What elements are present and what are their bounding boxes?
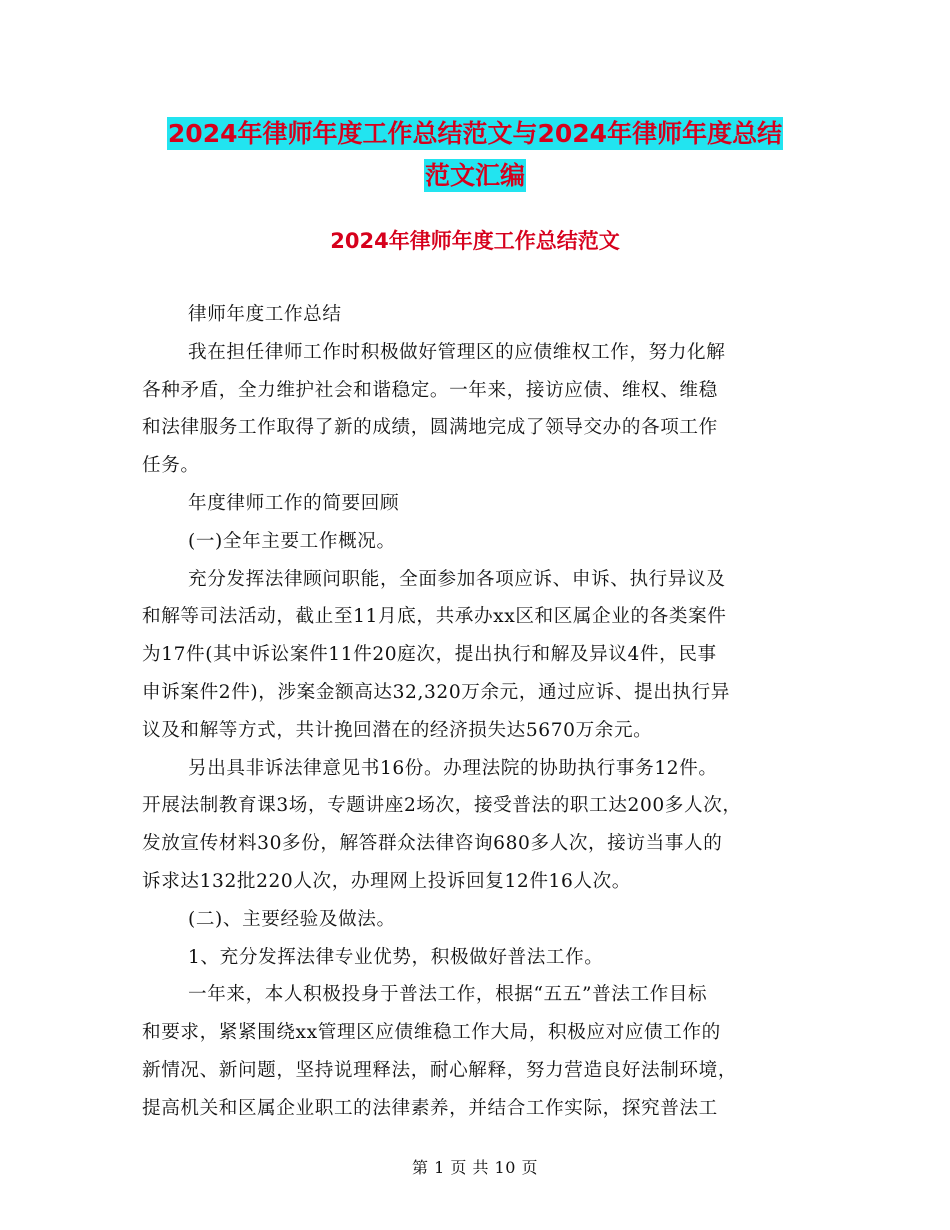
paragraph: 一年来，本人积极投身于普法工作，根据“五五”普法工作目标 和要求，紧紧围绕xx管理区应债维稳工作大局，积极应对应债工作的 新情况、新问题，坚持说理释法，耐心解释，努力营造良好法制环境， 提高机关和区属企业职工的法律素养，并结合工作实际，探究普法工 xyxy=(142,984,738,1119)
document-body xyxy=(142,296,822,1128)
document-title-line-2 xyxy=(0,156,950,192)
paragraph: 充分发挥法律顾问职能，全面参加各项应诉、申诉、执行异议及 和解等司法活动，截止至11月底，共承办xx区和区属企业的各类案件 为17件(其中诉讼案件11件20庭次，提出执行和解及异议4件，民事 申诉案件2件)，涉案金额高达32,320万余元，通过应诉、提出执行异 议及和解等方式，共计挽回潜在的经济损失达5670万余元。 xyxy=(142,568,730,741)
title-highlight: 范文汇编 xyxy=(424,161,525,190)
paragraph: 1、充分发挥法律专业优势，积极做好普法工作。 xyxy=(188,946,604,968)
document-title-line-1 xyxy=(0,114,950,150)
section-title: 2024年律师年度工作总结范文 xyxy=(330,229,620,253)
paragraph: (二)、主要经验及做法。 xyxy=(188,908,396,930)
paragraph: 我在担任律师工作时积极做好管理区的应债维权工作，努力化解 各种矛盾，全力维护社会和谐稳定。一年来，接访应债、维权、维稳 和法律服务工作取得了新的成绩，圆满地完成了领导交办的各项工作 任务。 xyxy=(142,341,726,477)
paragraph: 年度律师工作的简要回顾 xyxy=(188,492,400,514)
paragraph: (一)全年主要工作概况。 xyxy=(188,530,396,552)
page-number-footer: 第 1 页 共 10 页 xyxy=(412,1158,538,1177)
paragraph: 律师年度工作总结 xyxy=(188,304,342,325)
title-highlight: 2024年律师年度工作总结范文与2024年律师年度总结 xyxy=(167,119,783,148)
paragraph: 另出具非诉法律意见书16份。办理法院的协助执行事务12件。 开展法制教育课3场，专题讲座2场次，接受普法的职工达200多人次， 发放宣传材料30多份，解答群众法律咨询680多人次，接访当事人的 诉求达132批220人次，办理网上投诉回复12件16人次。 xyxy=(142,757,742,892)
